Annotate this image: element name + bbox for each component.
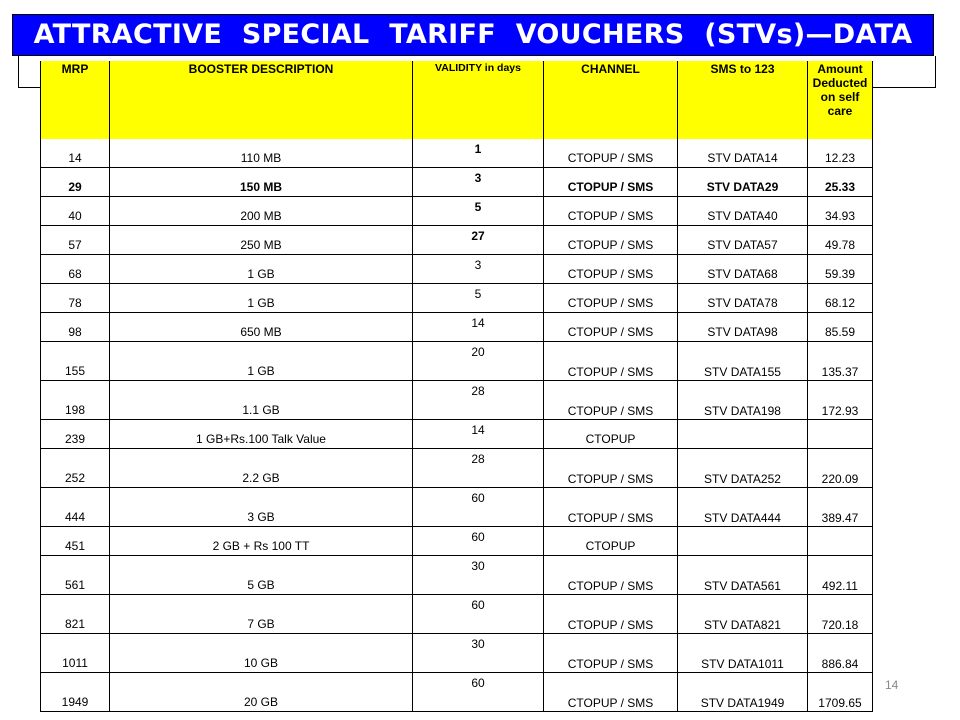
description-cell (110, 168, 413, 197)
mrp-cell (41, 342, 110, 381)
validity-cell-text: 1 (474, 142, 482, 156)
description-cell (110, 284, 413, 313)
validity-cell (413, 226, 544, 255)
sms-code-cell-text: STV DATA444 (704, 511, 781, 525)
description-cell-text: 3 GB (247, 510, 275, 524)
table-row (41, 139, 873, 168)
channel-cell (544, 527, 678, 556)
sms-code-cell (678, 313, 808, 342)
description-cell (110, 313, 413, 342)
channel-cell (544, 255, 678, 284)
header-channel: CHANNEL (544, 61, 678, 139)
description-cell-text: 1 GB (247, 296, 275, 310)
sms-code-cell (678, 197, 808, 226)
validity-cell-text: 27 (471, 229, 485, 243)
mrp-cell (41, 168, 110, 197)
amount-cell-text: 49.78 (824, 238, 856, 252)
channel-cell-text: CTOPUP / SMS (567, 209, 654, 223)
description-cell-text: 2.2 GB (242, 471, 280, 485)
description-cell (110, 197, 413, 226)
mrp-cell-text: 252 (64, 471, 86, 485)
validity-cell-text: 14 (471, 423, 485, 437)
table-row (41, 313, 873, 342)
mrp-cell (41, 488, 110, 527)
description-cell-text: 250 MB (240, 238, 282, 252)
validity-cell (413, 556, 544, 595)
sms-code-cell (678, 342, 808, 381)
sms-code-cell-text: STV DATA252 (704, 472, 781, 486)
amount-cell-text: 12.23 (824, 151, 856, 165)
validity-cell (413, 313, 544, 342)
header-validity: VALIDITY in days (413, 61, 544, 139)
sms-code-cell (678, 673, 808, 712)
mrp-cell-text: 98 (68, 325, 82, 339)
sms-code-cell-text: STV DATA68 (707, 267, 778, 281)
channel-cell (544, 197, 678, 226)
channel-cell (544, 449, 678, 488)
description-cell (110, 139, 413, 168)
channel-cell (544, 556, 678, 595)
channel-cell-text: CTOPUP / SMS (567, 296, 654, 310)
amount-cell (808, 556, 873, 595)
amount-cell-text: 886.84 (821, 657, 859, 671)
mrp-cell (41, 527, 110, 556)
amount-cell-text: 68.12 (824, 296, 856, 310)
mrp-cell (41, 673, 110, 712)
table-row (41, 420, 873, 449)
table-row (41, 381, 873, 420)
channel-cell (544, 139, 678, 168)
description-cell-text: 650 MB (240, 325, 282, 339)
channel-cell (544, 284, 678, 313)
amount-cell-text: 172.93 (821, 404, 859, 418)
description-cell-text: 200 MB (240, 209, 282, 223)
amount-cell-text: 220.09 (821, 472, 859, 486)
description-cell (110, 634, 413, 673)
description-cell (110, 226, 413, 255)
table-row (41, 595, 873, 634)
validity-cell-text: 5 (474, 200, 482, 214)
header-amount: Amount Deducted on self care (808, 61, 873, 139)
description-cell-text: 10 GB (243, 656, 279, 670)
sms-code-cell (678, 226, 808, 255)
channel-cell-text: CTOPUP / SMS (567, 238, 654, 252)
mrp-cell (41, 139, 110, 168)
sms-code-cell-text: STV DATA821 (704, 618, 781, 632)
amount-cell-text: 720.18 (821, 618, 859, 632)
mrp-cell (41, 420, 110, 449)
validity-cell-text: 3 (474, 171, 482, 185)
amount-cell-text: 389.47 (821, 511, 859, 525)
validity-cell (413, 381, 544, 420)
amount-cell-text: 492.11 (822, 579, 858, 593)
validity-cell (413, 255, 544, 284)
sms-code-cell-text: STV DATA1011 (701, 657, 784, 671)
channel-cell (544, 673, 678, 712)
channel-cell-text: CTOPUP / SMS (567, 365, 654, 379)
description-cell (110, 556, 413, 595)
mrp-cell-text: 821 (64, 617, 86, 631)
amount-cell (808, 313, 873, 342)
validity-cell (413, 168, 544, 197)
validity-cell (413, 673, 544, 712)
validity-cell-text: 20 (471, 345, 485, 359)
description-cell-text: 5 GB (247, 578, 275, 592)
amount-cell-text: 59.39 (824, 267, 856, 281)
description-cell (110, 527, 413, 556)
channel-cell (544, 381, 678, 420)
tariff-table (40, 61, 873, 712)
sms-code-cell-text: STV DATA14 (707, 151, 778, 165)
mrp-cell (41, 255, 110, 284)
mrp-cell (41, 449, 110, 488)
table-row (41, 168, 873, 197)
mrp-cell-text: 40 (68, 209, 82, 223)
description-cell-text: 1 GB (247, 267, 275, 281)
mrp-cell-text: 29 (68, 180, 82, 194)
description-cell (110, 488, 413, 527)
validity-cell (413, 420, 544, 449)
amount-cell (808, 342, 873, 381)
header-row (41, 61, 873, 139)
header-sms: SMS to 123 (678, 61, 808, 139)
description-cell (110, 595, 413, 634)
sms-code-cell (678, 168, 808, 197)
validity-cell (413, 342, 544, 381)
header-mrp: MRP (41, 61, 110, 139)
amount-cell (808, 420, 873, 449)
sms-code-cell-text: STV DATA1949 (700, 696, 785, 710)
channel-cell (544, 595, 678, 634)
description-cell-text: 7 GB (247, 617, 275, 631)
channel-cell (544, 168, 678, 197)
sms-code-cell-text: STV DATA198 (704, 404, 781, 418)
validity-cell (413, 139, 544, 168)
description-cell (110, 255, 413, 284)
sms-code-cell (678, 556, 808, 595)
validity-cell-text: 28 (471, 384, 485, 398)
mrp-cell-text: 561 (64, 578, 86, 592)
description-cell (110, 673, 413, 712)
table-row (41, 449, 873, 488)
channel-cell (544, 226, 678, 255)
sms-code-cell (678, 527, 808, 556)
amount-cell-text: 135.37 (821, 365, 859, 379)
channel-cell (544, 342, 678, 381)
sms-code-cell (678, 420, 808, 449)
amount-cell (808, 381, 873, 420)
table-row (41, 634, 873, 673)
validity-cell (413, 634, 544, 673)
channel-cell (544, 420, 678, 449)
table-row (41, 556, 873, 595)
validity-cell (413, 527, 544, 556)
mrp-cell (41, 226, 110, 255)
sms-code-cell-text: STV DATA155 (704, 365, 781, 379)
channel-cell (544, 488, 678, 527)
validity-cell-text: 60 (471, 598, 485, 612)
mrp-cell-text: 14 (68, 151, 82, 165)
mrp-cell-text: 1949 (61, 695, 89, 709)
table-row (41, 284, 873, 313)
sms-code-cell (678, 488, 808, 527)
page-number: 14 (885, 678, 899, 692)
mrp-cell-text: 68 (68, 267, 82, 281)
sms-code-cell-text: STV DATA78 (707, 296, 778, 310)
amount-cell-text: 25.33 (824, 180, 856, 194)
amount-cell (808, 255, 873, 284)
amount-cell (808, 595, 873, 634)
validity-cell-text: 14 (471, 316, 485, 330)
header-description: BOOSTER DESCRIPTION (110, 61, 413, 139)
table-row (41, 673, 873, 712)
mrp-cell (41, 634, 110, 673)
validity-cell (413, 595, 544, 634)
sms-code-cell (678, 284, 808, 313)
amount-cell-text: 34.93 (824, 209, 856, 223)
amount-cell (808, 634, 873, 673)
amount-cell (808, 226, 873, 255)
amount-cell (808, 197, 873, 226)
channel-cell-text: CTOPUP (585, 432, 636, 446)
channel-cell-text: CTOPUP / SMS (567, 325, 654, 339)
validity-cell-text: 30 (471, 637, 485, 651)
description-cell-text: 1.1 GB (242, 403, 280, 417)
validity-cell-text: 3 (474, 258, 482, 272)
amount-cell (808, 168, 873, 197)
sms-code-cell (678, 595, 808, 634)
slide-title: ATTRACTIVE SPECIAL TARIFF VOUCHERS (STVs)—DATA (12, 14, 934, 56)
amount-cell (808, 488, 873, 527)
sms-code-cell (678, 449, 808, 488)
description-cell (110, 449, 413, 488)
channel-cell-text: CTOPUP / SMS (567, 404, 654, 418)
mrp-cell-text: 444 (64, 510, 86, 524)
channel-cell-text: CTOPUP / SMS (567, 472, 654, 486)
mrp-cell (41, 556, 110, 595)
mrp-cell-text: 239 (64, 432, 86, 446)
sms-code-cell (678, 634, 808, 673)
table-row (41, 342, 873, 381)
mrp-cell-text: 57 (68, 238, 82, 252)
validity-cell-text: 60 (471, 491, 485, 505)
description-cell (110, 420, 413, 449)
channel-cell-text: CTOPUP / SMS (567, 511, 654, 525)
table-row (41, 255, 873, 284)
amount-cell-text: 85.59 (824, 325, 856, 339)
mrp-cell-text: 451 (64, 539, 86, 553)
validity-cell-text: 5 (474, 287, 482, 301)
channel-cell-text: CTOPUP / SMS (567, 267, 654, 281)
validity-cell-text: 30 (471, 559, 485, 573)
sms-code-cell-text: STV DATA561 (704, 579, 781, 593)
mrp-cell (41, 381, 110, 420)
table-row (41, 197, 873, 226)
table-row (41, 488, 873, 527)
description-cell-text: 150 MB (239, 180, 283, 194)
sms-code-cell (678, 139, 808, 168)
mrp-cell (41, 284, 110, 313)
table-body (41, 139, 873, 712)
validity-cell (413, 284, 544, 313)
mrp-cell-text: 198 (64, 403, 86, 417)
mrp-cell-text: 78 (68, 296, 82, 310)
mrp-cell-text: 155 (64, 364, 86, 378)
mrp-cell (41, 313, 110, 342)
sms-code-cell-text: STV DATA98 (707, 325, 778, 339)
sms-code-cell (678, 381, 808, 420)
amount-cell (808, 673, 873, 712)
table-row (41, 527, 873, 556)
channel-cell-text: CTOPUP / SMS (567, 696, 654, 710)
amount-cell-text: 1709.65 (818, 696, 862, 710)
mrp-cell (41, 197, 110, 226)
amount-cell (808, 284, 873, 313)
amount-cell (808, 527, 873, 556)
description-cell-text: 1 GB+Rs.100 Talk Value (196, 432, 326, 446)
validity-cell (413, 197, 544, 226)
channel-cell-text: CTOPUP / SMS (567, 180, 654, 194)
validity-cell-text: 60 (471, 530, 485, 544)
sms-code-cell-text: STV DATA29 (706, 180, 779, 194)
description-cell (110, 342, 413, 381)
sms-code-cell (678, 255, 808, 284)
channel-cell-text: CTOPUP / SMS (567, 579, 654, 593)
channel-cell-text: CTOPUP / SMS (567, 657, 654, 671)
description-cell-text: 20 GB (243, 695, 279, 709)
amount-cell (808, 449, 873, 488)
channel-cell-text: CTOPUP (585, 539, 636, 553)
description-cell-text: 2 GB + Rs 100 TT (212, 539, 310, 553)
sms-code-cell-text: STV DATA40 (707, 209, 778, 223)
description-cell-text: 110 MB (240, 151, 282, 165)
mrp-cell (41, 595, 110, 634)
validity-cell-text: 28 (471, 452, 485, 466)
mrp-cell-text: 1011 (62, 656, 88, 670)
validity-cell (413, 449, 544, 488)
channel-cell (544, 634, 678, 673)
channel-cell (544, 313, 678, 342)
sms-code-cell-text: STV DATA57 (707, 238, 778, 252)
description-cell-text: 1 GB (247, 364, 275, 378)
amount-cell (808, 139, 873, 168)
description-cell (110, 381, 413, 420)
channel-cell-text: CTOPUP / SMS (567, 151, 654, 165)
channel-cell-text: CTOPUP / SMS (567, 618, 654, 632)
validity-cell (413, 488, 544, 527)
validity-cell-text: 60 (471, 676, 485, 690)
table-row (41, 226, 873, 255)
